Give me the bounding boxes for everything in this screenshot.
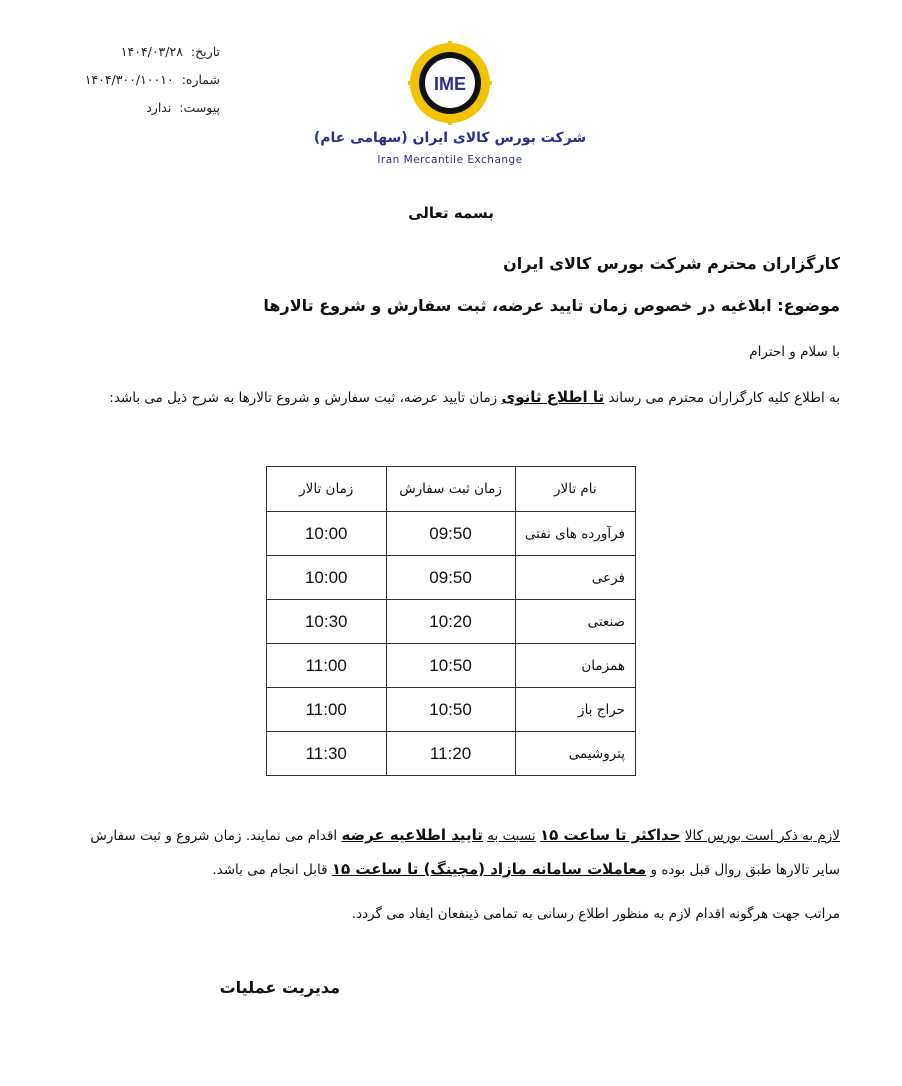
- letter-attachment: [60, 100, 220, 115]
- note-line-2: [212, 860, 840, 878]
- hall-time: 10:00: [267, 512, 387, 556]
- intro-after: زمان تایید عرضه، ثبت سفارش و شروع تالارها به شرح ذیل می باشد:: [109, 390, 498, 406]
- company-logo: [300, 34, 600, 174]
- hall-time: 11:00: [267, 644, 387, 688]
- addressee: کارگزاران محترم شرکت بورس کالای ایران: [503, 254, 840, 273]
- note-emphasis-approval: تایید اطلاعیه عرضه: [341, 826, 483, 844]
- letter-date: [60, 44, 220, 59]
- order-time: 09:50: [386, 512, 515, 556]
- greeting: با سلام و احترام: [749, 344, 840, 360]
- hall-name: فرعی: [515, 556, 635, 600]
- note-text-5: قابل انجام می باشد.: [212, 862, 328, 878]
- letter-heading: بسمه تعالی: [408, 204, 494, 222]
- hall-time: 11:00: [267, 688, 387, 732]
- note-text-4: سایر تالارها طبق روال قبل بوده و: [650, 862, 840, 878]
- table-row: [267, 600, 636, 644]
- table-row: [267, 732, 636, 776]
- letter-number: [60, 72, 220, 87]
- order-time: 10:50: [386, 688, 515, 732]
- note-text-3: اقدام می نمایند. زمان شروع و ثبت سفارش: [90, 828, 338, 844]
- date-value: ۱۴۰۴/۰۳/۲۸: [120, 44, 183, 59]
- order-time: 10:20: [386, 600, 515, 644]
- company-name-en: Iran Mercantile Exchange: [377, 154, 523, 166]
- intro-emphasis: تا اطلاع ثانوی: [501, 388, 605, 406]
- table-row: [267, 512, 636, 556]
- intro-paragraph: [109, 388, 840, 406]
- attachment-label: پیوست:: [179, 100, 220, 115]
- logo-mark-text: IME: [433, 74, 467, 94]
- schedule-table: [266, 466, 636, 776]
- table-header-row: [267, 467, 636, 512]
- number-label: شماره:: [181, 72, 220, 87]
- closing-text: مراتب جهت هرگونه اقدام لازم به منظور اطلاع رسانی به تمامی ذینفعان ایفاد می گردد.: [351, 906, 840, 922]
- signature: مدیریت عملیات: [219, 978, 340, 997]
- note-text-1: لازم به ذکر است بورس کالا: [684, 828, 840, 844]
- number-value: ۱۴۰۴/۳۰۰/۱۰۰۱۰: [84, 72, 174, 87]
- hall-name: حراج باز: [515, 688, 635, 732]
- attachment-value: ندارد: [146, 100, 172, 115]
- note-line-1: [90, 826, 840, 844]
- note-emphasis-matching: معاملات سامانه مازاد (مچینگ) تا ساعت ۱۵: [331, 860, 647, 878]
- hall-name: صنعتی: [515, 600, 635, 644]
- header-hall-time: زمان تالار: [267, 467, 387, 512]
- company-name-fa: شرکت بورس کالای ایران (سهامی عام): [313, 130, 587, 146]
- order-time: 10:50: [386, 644, 515, 688]
- note-text-2: نسبت به: [487, 828, 536, 844]
- table-row: [267, 688, 636, 732]
- hall-name: همزمان: [515, 644, 635, 688]
- table-row: [267, 556, 636, 600]
- ime-emblem-icon: [407, 40, 493, 126]
- hall-time: 10:30: [267, 600, 387, 644]
- header-order-time: زمان ثبت سفارش: [386, 467, 515, 512]
- hall-time: 10:00: [267, 556, 387, 600]
- date-label: تاریخ:: [190, 44, 220, 59]
- order-time: 09:50: [386, 556, 515, 600]
- table-row: [267, 644, 636, 688]
- subject: موضوع: ابلاغیه در خصوص زمان تایید عرضه، ثبت سفارش و شروع تالارها: [263, 296, 840, 315]
- hall-time: 11:30: [267, 732, 387, 776]
- hall-name: پتروشیمی: [515, 732, 635, 776]
- intro-before: به اطلاع کلیه کارگزاران محترم می رساند: [608, 390, 840, 406]
- hall-name: فرآورده های نفتی: [515, 512, 635, 556]
- header-hall-name: نام تالار: [515, 467, 635, 512]
- order-time: 11:20: [386, 732, 515, 776]
- note-emphasis-deadline: حداکثر تا ساعت ۱۵: [539, 826, 681, 844]
